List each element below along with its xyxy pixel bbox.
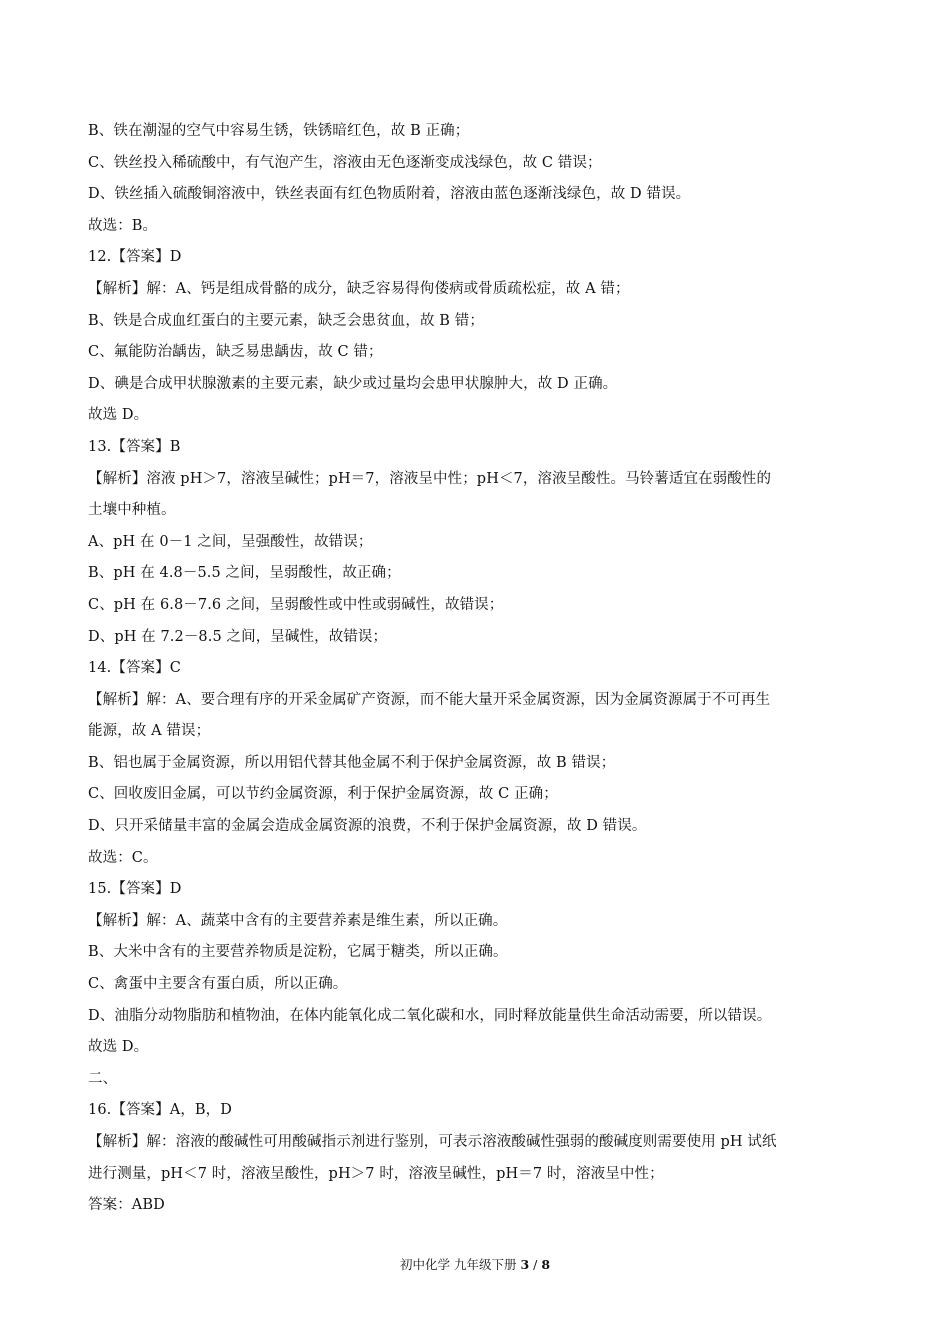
text-line: 故选 D。 [88, 407, 149, 424]
text-line: B、铝也属于金属资源，所以用铝代替其他金属不利于保护金属资源，故 B 错误； [88, 754, 616, 771]
text-line: C、氟能防治龋齿，缺乏易患龋齿，故 C 错； [88, 344, 383, 361]
footer-page-number: 3 [520, 1257, 530, 1272]
page-footer [0, 1256, 950, 1274]
text-line: 15.【答案】D [88, 881, 182, 898]
text-line: 16.【答案】A，B，D [88, 1102, 233, 1119]
body-text [88, 116, 868, 1222]
footer-separator: / [529, 1257, 542, 1272]
text-line: 土壤中种植。 [88, 502, 176, 519]
text-line: 二、 [88, 1070, 118, 1087]
text-line: C、铁丝投入稀硫酸中，有气泡产生，溶液由无色逐渐变成浅绿色，故 C 错误； [88, 154, 602, 171]
text-line: B、铁在潮湿的空气中容易生锈，铁锈暗红色，故 B 正确； [88, 123, 470, 139]
text-line: 【解析】溶液 pH＞7，溶液呈碱性；pH＝7，溶液呈中性；pH＜7，溶液呈酸性。马铃薯适宜在弱酸性的 [88, 470, 772, 487]
text-line: 【解析】解：溶液的酸碱性可用酸碱指示剂进行鉴别，可表示溶液酸碱性强弱的酸碱度则需要使用 pH 试纸 [88, 1134, 777, 1150]
text-line: 【解析】解：A、钙是组成骨骼的成分，缺乏容易得佝偻病或骨质疏松症，故 A 错； [88, 280, 630, 297]
text-line: 能源，故 A 错误； [88, 723, 211, 740]
text-line: B、pH 在 4.8－5.5 之间，呈弱酸性，故正确； [88, 565, 401, 582]
text-line: 【解析】解：A、要合理有序的开采金属矿产资源，而不能大量开采金属资源，因为金属资源属于不可再生 [88, 691, 771, 708]
text-line: D、碘是合成甲状腺激素的主要元素，缺少或过量均会患甲状腺肿大，故 D 正确。 [88, 375, 618, 392]
text-line: B、大米中含有的主要营养物质是淀粉，它属于糖类，所以正确。 [88, 944, 508, 961]
text-line: C、禽蛋中主要含有蛋白质，所以正确。 [88, 976, 348, 993]
text-line: 13.【答案】B [88, 438, 181, 455]
text-line: 【解析】解：A、蔬菜中含有的主要营养素是维生素，所以正确。 [88, 912, 508, 929]
text-line: C、pH 在 6.8－7.6 之间，呈弱酸性或中性或弱碱性，故错误； [88, 596, 504, 613]
footer-page-total: 8 [541, 1257, 551, 1272]
text-line: A、pH 在 0－1 之间，呈强酸性，故错误； [88, 533, 373, 550]
footer-subject: 初中化学 九年级下册 [399, 1257, 517, 1272]
text-line: D、只开采储量丰富的金属会造成金属资源的浪费，不利于保护金属资源，故 D 错误。 [88, 818, 647, 835]
text-line: B、铁是合成血红蛋白的主要元素，缺乏会患贫血，故 B 错； [88, 312, 484, 329]
text-line: 答案：ABD [88, 1197, 165, 1214]
text-line: D、铁丝插入硫酸铜溶液中，铁丝表面有红色物质附着，溶液由蓝色逐渐浅绿色，故 D 错误。 [88, 186, 691, 203]
text-line: 进行测量，pH＜7 时，溶液呈酸性，pH＞7 时，溶液呈碱性，pH＝7 时，溶液呈中性； [88, 1165, 664, 1182]
text-line: 故选：B。 [88, 217, 158, 234]
text-line: D、pH 在 7.2－8.5 之间，呈碱性，故错误； [88, 628, 388, 645]
text-line: D、油脂分动物脂肪和植物油，在体内能氧化成二氧化碳和水，同时释放能量供生命活动需要，所以错误。 [88, 1007, 772, 1024]
text-line: 故选：C。 [88, 849, 158, 866]
text-line: 故选 D。 [88, 1039, 149, 1056]
text-line: C、回收废旧金属，可以节约金属资源，利于保护金属资源，故 C 正确； [88, 786, 558, 803]
text-line: 14.【答案】C [88, 660, 181, 677]
text-line: 12.【答案】D [88, 249, 182, 266]
